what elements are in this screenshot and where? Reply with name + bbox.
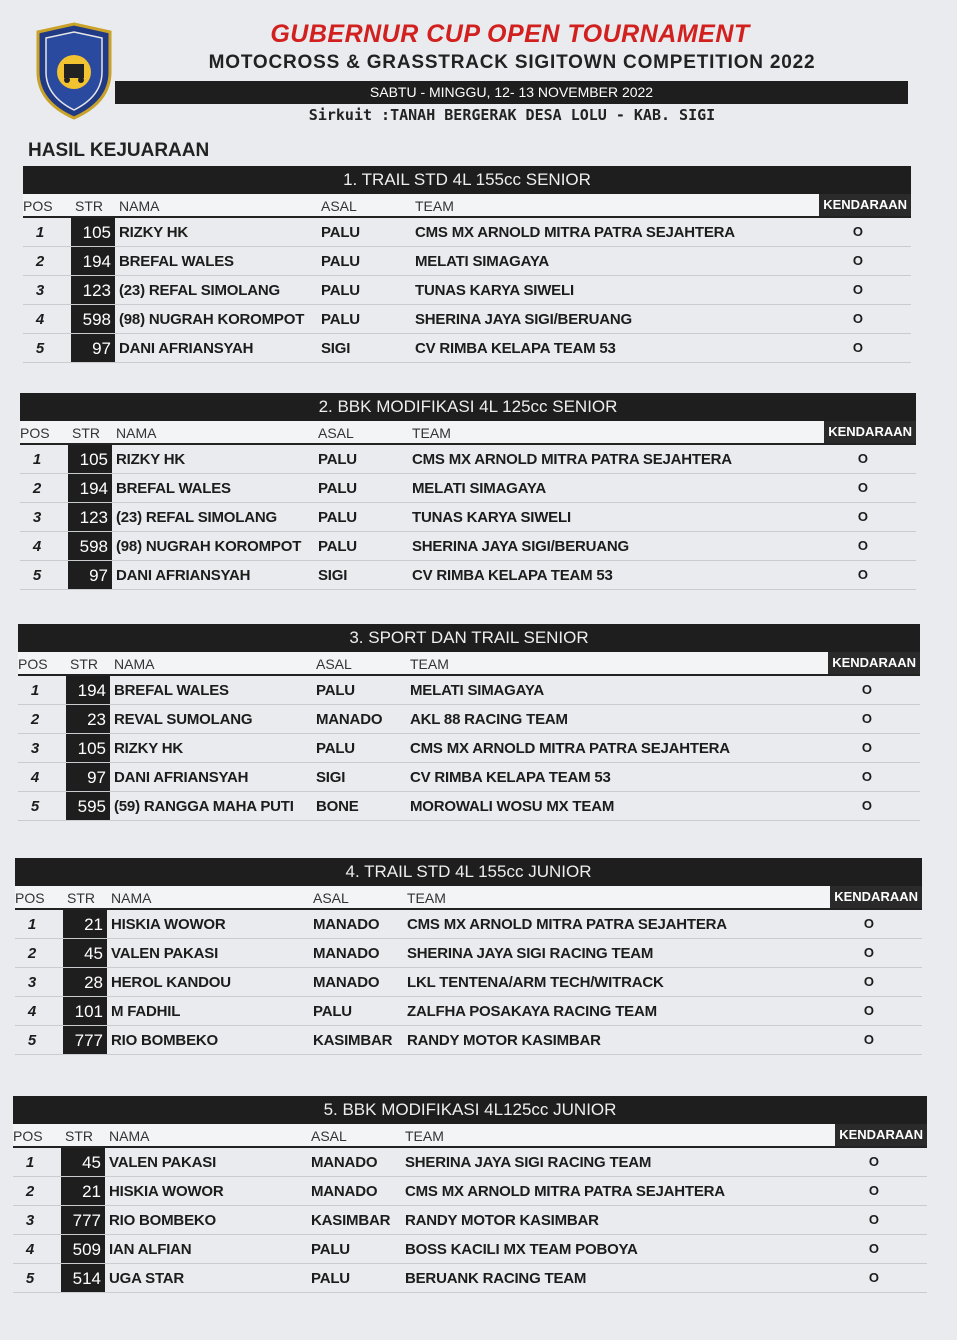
cell-asal: PALU [316, 740, 355, 757]
cell-pos: 4 [25, 1241, 35, 1258]
cell-str: 509 [61, 1235, 105, 1263]
cell-kendaraan: O [857, 538, 868, 553]
cell-asal: PALU [311, 1241, 350, 1258]
cell-asal: KASIMBAR [311, 1212, 391, 1229]
cell-str: 45 [63, 939, 107, 967]
table-row [15, 997, 922, 1026]
header-str: STR [67, 890, 95, 906]
header-nama: NAMA [109, 1128, 150, 1144]
cell-team: MELATI SIMAGAYA [410, 682, 544, 699]
header-team: TEAM [410, 656, 449, 672]
table-row [18, 734, 920, 763]
cell-nama: VALEN PAKASI [109, 1154, 217, 1171]
cell-kendaraan: O [861, 682, 872, 697]
header-nama: NAMA [116, 425, 157, 441]
header-asal: ASAL [311, 1128, 347, 1144]
event-circuit: Sirkuit :TANAH BERGERAK DESA LOLU - KAB. SIGI [308, 106, 716, 124]
cell-pos: 2 [25, 1183, 35, 1200]
cell-asal: KASIMBAR [313, 1032, 393, 1049]
cell-pos: 2 [35, 253, 45, 270]
cell-nama: BREFAL WALES [116, 480, 231, 497]
table-row [18, 763, 920, 792]
cell-str: 101 [63, 997, 107, 1025]
cell-nama: M FADHIL [111, 1003, 181, 1020]
table-row [23, 276, 911, 305]
cell-str: 97 [71, 334, 115, 362]
table-row [13, 1206, 927, 1235]
cell-str: 28 [63, 968, 107, 996]
cell-pos: 4 [30, 769, 40, 786]
cell-team: CMS MX ARNOLD MITRA PATRA SEJAHTERA [405, 1183, 725, 1200]
cell-pos: 4 [32, 538, 42, 555]
header-pos: POS [15, 890, 45, 906]
cell-pos: 3 [27, 974, 37, 991]
cell-str: 514 [61, 1264, 105, 1292]
table-row [18, 676, 920, 705]
cell-nama: HEROL KANDOU [111, 974, 231, 991]
cell-str: 598 [68, 532, 112, 560]
cell-nama: (98) NUGRAH KOROMPOT [119, 311, 305, 328]
section-title: 2. BBK MODIFIKASI 4L 125cc SENIOR [20, 393, 916, 421]
cell-asal: PALU [321, 253, 360, 270]
cell-asal: PALU [321, 282, 360, 299]
results-section [13, 1096, 927, 1293]
cell-team: SHERINA JAYA SIGI RACING TEAM [407, 945, 654, 962]
cell-team: MELATI SIMAGAYA [412, 480, 546, 497]
header-pos: POS [23, 198, 53, 214]
cell-str: 23 [66, 705, 110, 733]
cell-pos: 4 [27, 1003, 37, 1020]
results-section [23, 166, 911, 363]
cell-kendaraan: O [861, 798, 872, 813]
cell-pos: 5 [25, 1270, 35, 1287]
cell-nama: UGA STAR [109, 1270, 185, 1287]
cell-nama: DANI AFRIANSYAH [119, 340, 254, 357]
header-pos: POS [18, 656, 48, 672]
cell-kendaraan: O [852, 311, 863, 326]
cell-kendaraan: O [868, 1241, 879, 1256]
cell-asal: BONE [316, 798, 359, 815]
table-row [13, 1148, 927, 1177]
cell-team: SHERINA JAYA SIGI/BERUANG [415, 311, 632, 328]
cell-str: 123 [68, 503, 112, 531]
cell-nama: IAN ALFIAN [109, 1241, 192, 1258]
results-title: HASIL KEJUARAAN [28, 140, 210, 161]
cell-pos: 1 [35, 224, 45, 241]
cell-pos: 1 [32, 451, 42, 468]
table-row [18, 792, 920, 821]
cell-kendaraan: O [857, 509, 868, 524]
header-asal: ASAL [313, 890, 349, 906]
cell-kendaraan: O [868, 1212, 879, 1227]
table-row [18, 705, 920, 734]
cell-team: ZALFHA POSAKAYA RACING TEAM [407, 1003, 657, 1020]
cell-str: 194 [71, 247, 115, 275]
cell-pos: 3 [32, 509, 42, 526]
cell-pos: 2 [30, 711, 40, 728]
event-subtitle: MOTOCROSS & GRASSTRACK SIGITOWN COMPETITION 2022 [208, 52, 816, 73]
cell-nama: RIZKY HK [119, 224, 188, 241]
cell-pos: 5 [35, 340, 45, 357]
cell-str: 777 [61, 1206, 105, 1234]
cell-asal: MANADO [311, 1154, 378, 1171]
cell-team: BOSS KACILI MX TEAM POBOYA [405, 1241, 638, 1258]
cell-nama: BREFAL WALES [114, 682, 229, 699]
header-asal: ASAL [316, 656, 352, 672]
cell-kendaraan: O [852, 282, 863, 297]
table-row [20, 532, 916, 561]
cell-str: 21 [63, 910, 107, 938]
cell-str: 595 [66, 792, 110, 820]
cell-kendaraan: O [868, 1154, 879, 1169]
cell-pos: 5 [30, 798, 40, 815]
cell-str: 123 [71, 276, 115, 304]
header-str: STR [70, 656, 98, 672]
table-row [15, 939, 922, 968]
cell-nama: VALEN PAKASI [111, 945, 219, 962]
cell-kendaraan: O [863, 974, 874, 989]
section-title: 1. TRAIL STD 4L 155cc SENIOR [23, 166, 911, 194]
table-row [23, 247, 911, 276]
cell-nama: (23) REFAL SIMOLANG [116, 509, 277, 526]
section-title: 3. SPORT DAN TRAIL SENIOR [18, 624, 920, 652]
cell-nama: (23) REFAL SIMOLANG [119, 282, 280, 299]
cell-asal: SIGI [316, 769, 346, 786]
header-kendaraan: KENDARAAN [824, 421, 916, 443]
cell-nama: DANI AFRIANSYAH [116, 567, 251, 584]
cell-team: SHERINA JAYA SIGI RACING TEAM [405, 1154, 652, 1171]
header-str: STR [72, 425, 100, 441]
column-header [18, 652, 920, 676]
header-kendaraan: KENDARAAN [830, 886, 922, 908]
cell-pos: 3 [30, 740, 40, 757]
cell-team: SHERINA JAYA SIGI/BERUANG [412, 538, 629, 555]
header-nama: NAMA [119, 198, 160, 214]
cell-team: BERUANK RACING TEAM [405, 1270, 587, 1287]
column-header [20, 421, 916, 445]
header-team: TEAM [405, 1128, 444, 1144]
header-kendaraan: KENDARAAN [828, 652, 920, 674]
cell-team: TUNAS KARYA SIWELI [412, 509, 571, 526]
cell-team: MOROWALI WOSU MX TEAM [410, 798, 615, 815]
cell-asal: PALU [316, 682, 355, 699]
header-asal: ASAL [318, 425, 354, 441]
header-pos: POS [20, 425, 50, 441]
cell-asal: MANADO [313, 974, 380, 991]
table-row [20, 445, 916, 474]
cell-pos: 3 [25, 1212, 35, 1229]
cell-kendaraan: O [868, 1183, 879, 1198]
cell-pos: 4 [35, 311, 45, 328]
cell-kendaraan: O [863, 945, 874, 960]
cell-pos: 5 [27, 1032, 37, 1049]
cell-nama: HISKIA WOWOR [111, 916, 226, 933]
cell-kendaraan: O [868, 1270, 879, 1285]
section-title: 4. TRAIL STD 4L 155cc JUNIOR [15, 858, 922, 886]
table-row [20, 561, 916, 590]
cell-str: 105 [68, 445, 112, 473]
cell-kendaraan: O [861, 769, 872, 784]
cell-kendaraan: O [852, 340, 863, 355]
table-row [23, 218, 911, 247]
event-title: GUBERNUR CUP OPEN TOURNAMENT [270, 20, 750, 48]
table-row [15, 910, 922, 939]
cell-nama: (98) NUGRAH KOROMPOT [116, 538, 302, 555]
cell-nama: RIO BOMBEKO [111, 1032, 218, 1049]
imi-logo [34, 22, 114, 120]
cell-pos: 2 [32, 480, 42, 497]
header-nama: NAMA [111, 890, 152, 906]
cell-nama: REVAL SUMOLANG [114, 711, 253, 728]
column-header [15, 886, 922, 910]
cell-asal: PALU [321, 224, 360, 241]
cell-str: 45 [61, 1148, 105, 1176]
results-section [18, 624, 920, 821]
cell-team: CMS MX ARNOLD MITRA PATRA SEJAHTERA [410, 740, 730, 757]
cell-asal: PALU [318, 509, 357, 526]
cell-kendaraan: O [857, 451, 868, 466]
table-row [20, 474, 916, 503]
cell-asal: SIGI [318, 567, 348, 584]
cell-asal: MANADO [311, 1183, 378, 1200]
cell-team: LKL TENTENA/ARM TECH/WITRACK [407, 974, 664, 991]
cell-kendaraan: O [857, 567, 868, 582]
cell-pos: 5 [32, 567, 42, 584]
cell-asal: PALU [318, 451, 357, 468]
cell-team: CV RIMBA KELAPA TEAM 53 [412, 567, 613, 584]
table-row [23, 334, 911, 363]
cell-nama: RIZKY HK [114, 740, 183, 757]
header-asal: ASAL [321, 198, 357, 214]
header-team: TEAM [412, 425, 451, 441]
cell-nama: HISKIA WOWOR [109, 1183, 224, 1200]
cell-team: CMS MX ARNOLD MITRA PATRA SEJAHTERA [407, 916, 727, 933]
results-section [15, 858, 922, 1055]
cell-team: RANDY MOTOR KASIMBAR [407, 1032, 601, 1049]
cell-asal: PALU [313, 1003, 352, 1020]
cell-nama: RIZKY HK [116, 451, 185, 468]
table-row [13, 1235, 927, 1264]
cell-team: CV RIMBA KELAPA TEAM 53 [410, 769, 611, 786]
cell-nama: DANI AFRIANSYAH [114, 769, 249, 786]
table-row [13, 1264, 927, 1293]
table-row [13, 1177, 927, 1206]
header-pos: POS [13, 1128, 43, 1144]
cell-nama: BREFAL WALES [119, 253, 234, 270]
table-row [15, 968, 922, 997]
cell-nama: (59) RANGGA MAHA PUTI [114, 798, 294, 815]
cell-str: 97 [66, 763, 110, 791]
cell-kendaraan: O [861, 711, 872, 726]
cell-kendaraan: O [861, 740, 872, 755]
table-row [23, 305, 911, 334]
cell-str: 194 [66, 676, 110, 704]
section-title: 5. BBK MODIFIKASI 4L125cc JUNIOR [13, 1096, 927, 1124]
cell-str: 777 [63, 1026, 107, 1054]
header-kendaraan: KENDARAAN [819, 194, 911, 216]
header-str: STR [65, 1128, 93, 1144]
cell-pos: 2 [27, 945, 37, 962]
table-row [20, 503, 916, 532]
cell-str: 105 [71, 218, 115, 246]
cell-kendaraan: O [852, 253, 863, 268]
cell-kendaraan: O [863, 916, 874, 931]
cell-asal: MANADO [313, 916, 380, 933]
cell-team: CMS MX ARNOLD MITRA PATRA SEJAHTERA [415, 224, 735, 241]
cell-kendaraan: O [857, 480, 868, 495]
cell-team: TUNAS KARYA SIWELI [415, 282, 574, 299]
header-kendaraan: KENDARAAN [835, 1124, 927, 1146]
cell-str: 105 [66, 734, 110, 762]
cell-team: CV RIMBA KELAPA TEAM 53 [415, 340, 616, 357]
cell-asal: PALU [318, 538, 357, 555]
cell-kendaraan: O [863, 1032, 874, 1047]
cell-asal: PALU [321, 311, 360, 328]
cell-asal: PALU [311, 1270, 350, 1287]
results-section [20, 393, 916, 590]
cell-str: 194 [68, 474, 112, 502]
cell-kendaraan: O [863, 1003, 874, 1018]
header-team: TEAM [407, 890, 446, 906]
cell-str: 21 [61, 1177, 105, 1205]
cell-asal: PALU [318, 480, 357, 497]
column-header [13, 1124, 927, 1148]
cell-asal: MANADO [316, 711, 383, 728]
header-nama: NAMA [114, 656, 155, 672]
cell-pos: 1 [27, 916, 37, 933]
cell-asal: SIGI [321, 340, 351, 357]
cell-pos: 3 [35, 282, 45, 299]
cell-team: AKL 88 RACING TEAM [410, 711, 568, 728]
table-row [15, 1026, 922, 1055]
cell-pos: 1 [25, 1154, 35, 1171]
cell-str: 97 [68, 561, 112, 589]
header-team: TEAM [415, 198, 454, 214]
cell-nama: RIO BOMBEKO [109, 1212, 216, 1229]
cell-team: MELATI SIMAGAYA [415, 253, 549, 270]
column-header [23, 194, 911, 218]
event-date: SABTU - MINGGU, 12- 13 NOVEMBER 2022 [115, 81, 908, 104]
cell-team: RANDY MOTOR KASIMBAR [405, 1212, 599, 1229]
cell-str: 598 [71, 305, 115, 333]
cell-kendaraan: O [852, 224, 863, 239]
header-str: STR [75, 198, 103, 214]
cell-asal: MANADO [313, 945, 380, 962]
cell-team: CMS MX ARNOLD MITRA PATRA SEJAHTERA [412, 451, 732, 468]
cell-pos: 1 [30, 682, 40, 699]
